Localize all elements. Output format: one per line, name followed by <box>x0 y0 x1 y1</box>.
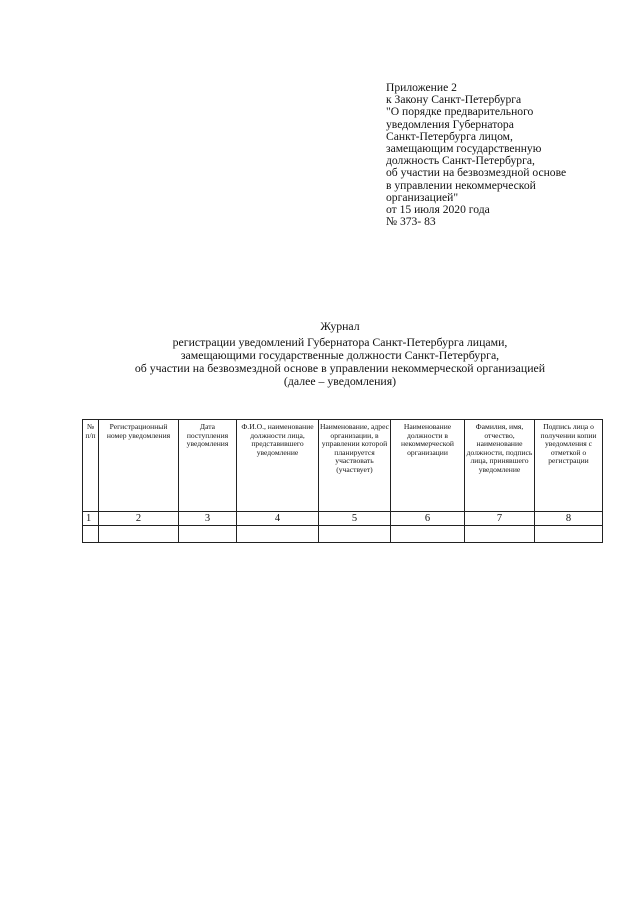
appendix-line: уведомления Губернатора <box>386 117 514 131</box>
journal-subtitle-line: замещающими государственные должности Санкт-Петербурга, <box>180 348 500 362</box>
appendix-line: в управлении некоммерческой <box>386 178 536 192</box>
column-number-cell: 5 <box>319 512 391 526</box>
appendix-block <box>386 82 626 228</box>
register-table <box>82 419 603 543</box>
column-number-cell: 6 <box>391 512 465 526</box>
appendix-line: "О порядке предварительного <box>386 105 534 119</box>
column-number-row <box>83 512 603 526</box>
header-cell-person: Ф.И.О., наименование должности лица, представившего уведомление <box>237 420 319 512</box>
appendix-line: Санкт-Петербурга лицом, <box>386 129 513 143</box>
appendix-line: организацией" <box>386 190 459 204</box>
empty-cell <box>319 526 391 543</box>
empty-cell <box>99 526 179 543</box>
header-cell-date: Дата поступления уведомления <box>179 420 237 512</box>
journal-title: Журнал <box>320 319 360 333</box>
header-row <box>83 420 603 512</box>
appendix-line: № 373- 83 <box>386 215 436 229</box>
empty-cell <box>179 526 237 543</box>
column-number-cell: 4 <box>237 512 319 526</box>
header-cell-registration-number: Регистрационный номер уведомления <box>99 420 179 512</box>
empty-cell <box>391 526 465 543</box>
header-cell-receiver: Фамилия, имя, отчество, наименование должности, подпись лица, принявшего уведомление <box>465 420 535 512</box>
appendix-line: замещающим государственную <box>386 142 542 156</box>
journal-subtitle-line: об участии на безвозмездной основе в управлении некоммерческой организацией <box>134 361 546 375</box>
appendix-line: от 15 июля 2020 года <box>386 203 490 217</box>
journal-subtitle-line: (далее – уведомления) <box>283 374 397 388</box>
table-row <box>83 526 603 543</box>
empty-cell <box>83 526 99 543</box>
header-cell-number: № п/п <box>83 420 99 512</box>
empty-cell <box>465 526 535 543</box>
column-number-cell: 1 <box>83 512 99 526</box>
empty-cell <box>237 526 319 543</box>
column-number-cell: 7 <box>465 512 535 526</box>
column-number-cell: 2 <box>99 512 179 526</box>
journal-heading <box>60 320 620 388</box>
header-cell-position: Наименование должности в некоммерческой организации <box>391 420 465 512</box>
appendix-line: должность Санкт-Петербурга, <box>386 154 535 168</box>
column-number-cell: 3 <box>179 512 237 526</box>
empty-cell <box>535 526 603 543</box>
column-number-cell: 8 <box>535 512 603 526</box>
appendix-line: к Закону Санкт-Петербурга <box>386 93 522 107</box>
appendix-line: Приложение 2 <box>386 81 457 94</box>
header-cell-organization: Наименование, адрес организации, в управлении которой планируется участвовать (участвует) <box>319 420 391 512</box>
appendix-line: об участии на безвозмездной основе <box>386 166 567 180</box>
header-cell-signature: Подпись лица о получении копии уведомления с отметкой о регистрации <box>535 420 603 512</box>
journal-subtitle-line: регистрации уведомлений Губернатора Санкт-Петербурга лицами, <box>172 335 508 349</box>
